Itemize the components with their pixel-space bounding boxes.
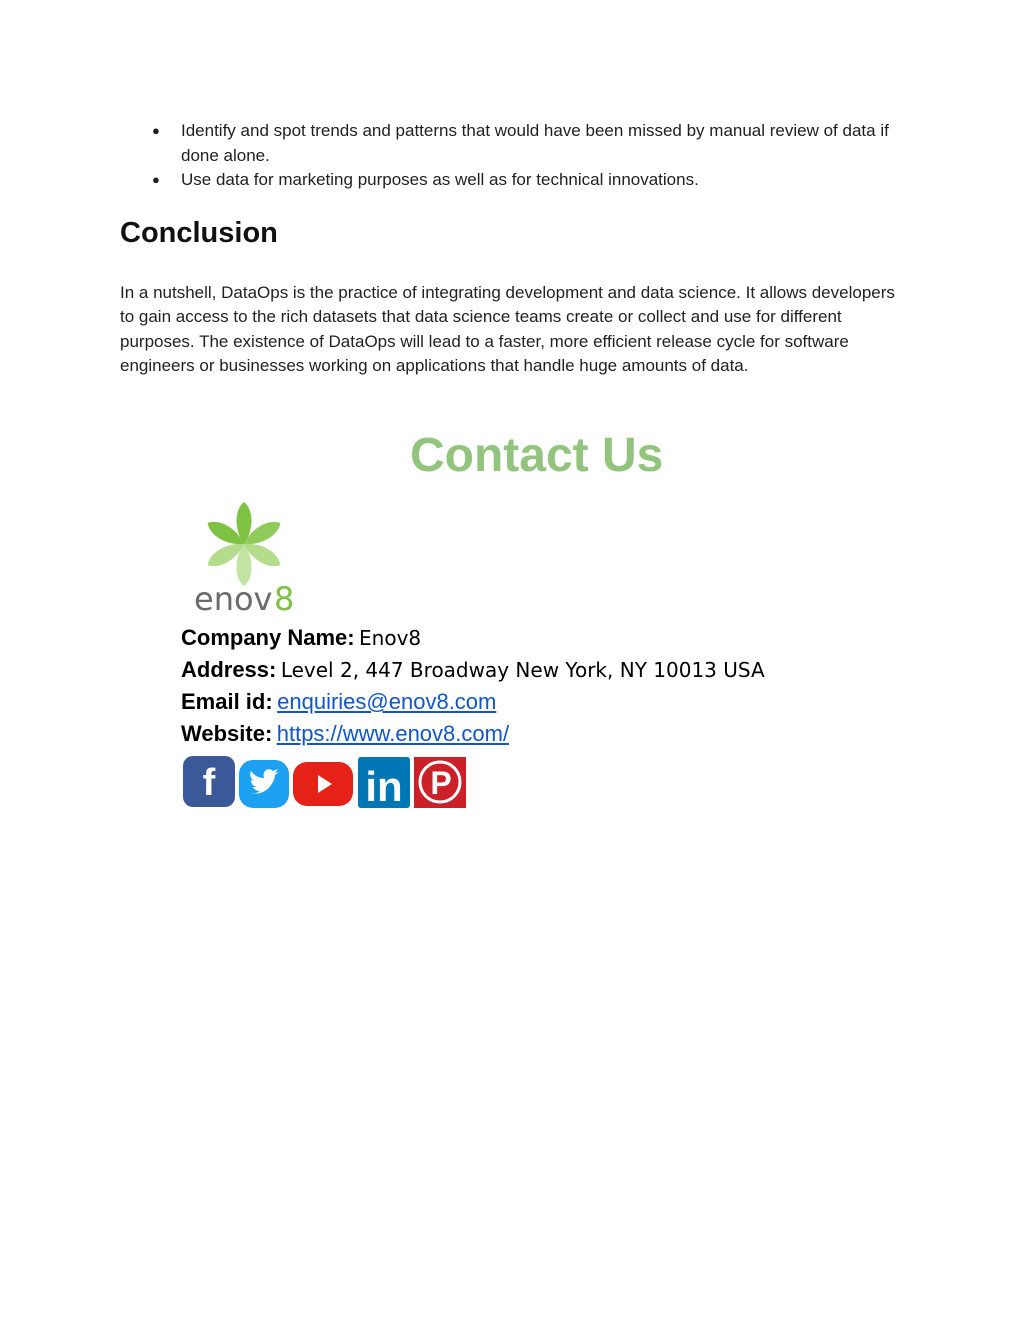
logo-accent: 8	[274, 580, 295, 618]
flower-logo-icon	[188, 496, 304, 620]
email-label: Email id:	[181, 689, 273, 714]
address-value: Level 2, 447 Broadway New York, NY 10013 USA	[280, 658, 765, 682]
address-label: Address:	[181, 657, 277, 682]
conclusion-heading: Conclusion	[120, 217, 278, 249]
contact-us-title: Contact Us	[410, 429, 664, 482]
website-row	[181, 718, 881, 750]
website-link[interactable]: https://www.enov8.com/	[276, 721, 510, 746]
pinterest-icon[interactable]	[413, 756, 467, 809]
email-row	[181, 686, 881, 718]
conclusion-paragraph: In a nutshell, DataOps is the practice of integrating development and data science. It allows developers to gain access to the rich datasets that data science teams create or collect and use for different purposes. The existence of DataOps will lead to a faster, more efficient release cycle for software engineers or businesses working on applications that handle huge amounts of data.	[120, 283, 895, 376]
bullet-list	[120, 119, 910, 193]
svg-text:f: f	[202, 762, 216, 804]
list-item	[120, 119, 910, 168]
bullet-text: Use data for marketing purposes as well as for technical innovations.	[181, 170, 699, 189]
logo-text: enov	[194, 580, 273, 618]
company-row	[181, 622, 881, 654]
facebook-icon[interactable]	[182, 755, 236, 808]
svg-text:P: P	[430, 765, 452, 801]
company-value: Enov8	[359, 626, 422, 650]
company-label: Company Name:	[181, 625, 355, 650]
website-label: Website:	[181, 721, 273, 746]
contact-info	[181, 622, 881, 750]
address-row	[181, 654, 881, 686]
list-item	[120, 168, 910, 193]
bullet-text: Identify and spot trends and patterns that would have been missed by manual review of data if done alone.	[181, 121, 889, 165]
enov8-logo	[188, 496, 304, 620]
bullet-dot: ●	[152, 172, 160, 187]
email-link[interactable]: enquiries@enov8.com	[277, 689, 497, 714]
twitter-icon[interactable]	[238, 759, 290, 809]
bullet-dot: ●	[152, 123, 160, 138]
youtube-icon[interactable]	[292, 761, 354, 807]
linkedin-icon[interactable]	[357, 756, 411, 809]
svg-text:in: in	[365, 763, 403, 809]
